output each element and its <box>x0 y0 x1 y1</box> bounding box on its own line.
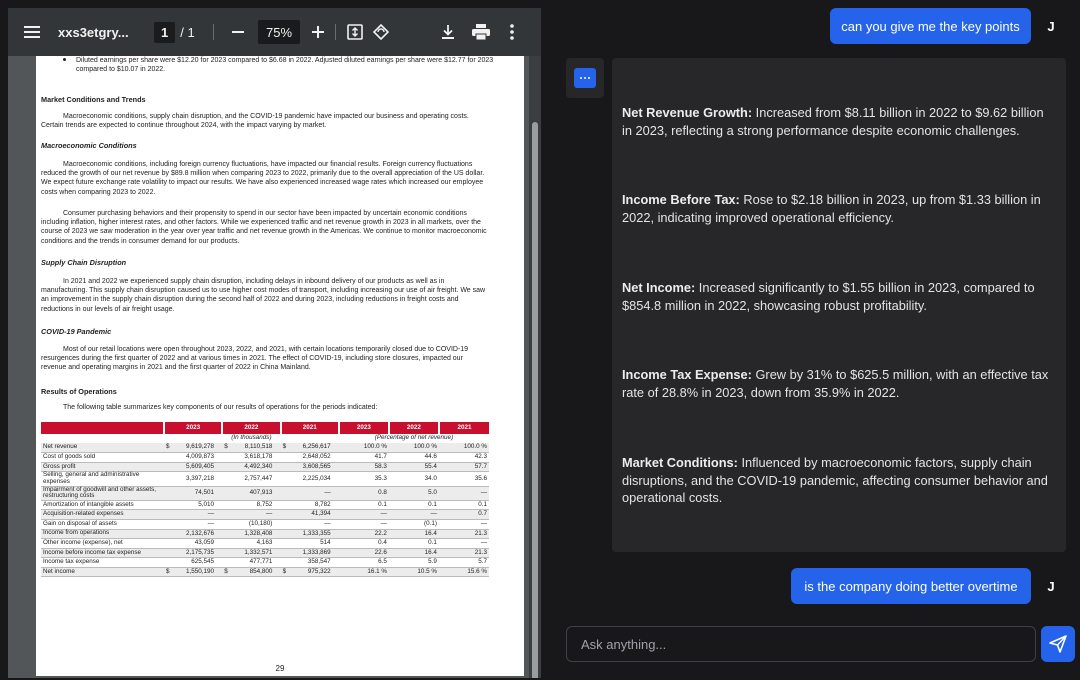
key-point-title: Income Tax Expense: <box>622 367 752 382</box>
key-point-text: Rose to $2.18 billion in 2023, up from $1.33 billion in 2022, indicating improved operational efficiency. <box>622 192 1041 225</box>
section-heading: Results of Operations <box>41 387 117 396</box>
amount-cell: 3,618,178 <box>231 453 275 463</box>
amount-cell: 3,397,218 <box>172 472 216 486</box>
page-total: / 1 <box>180 24 195 40</box>
amount-cell: 2,225,034 <box>289 472 333 486</box>
amount-cell: 1,333,869 <box>289 548 333 558</box>
minus-icon <box>232 26 244 38</box>
bullet-icon <box>63 58 66 61</box>
currency-symbol <box>222 500 230 510</box>
table-year-header: 2022 <box>389 422 439 434</box>
percent-cell: 0.1 <box>439 500 489 510</box>
currency-symbol <box>281 500 289 510</box>
currency-symbol <box>281 472 289 486</box>
currency-symbol <box>281 539 289 549</box>
paragraph: Macroeconomic conditions, supply chain disruption, and the COVID-19 pandemic have impacted our business and operating costs. Certain trends are expected to continue throughout 2024, with the impact varying by market. <box>41 113 469 130</box>
plus-icon <box>312 26 324 38</box>
paragraph: Most of our retail locations were open throughout 2023, 2022, and 2021, with certain locations temporarily closed due to COVID-19 resurgences during the first quarter of 2022 and at various times in 2021. The effect of COVID-19, including store closures, impacted our revenue and operating margins in 2021 and the first quarter of 2022 in China Mainland. <box>41 346 469 372</box>
table-row <box>41 558 489 568</box>
table-row <box>41 500 489 510</box>
key-point-text: Increased significantly to $1.55 billion in 2023, compared to $854.8 million in 2022, showcasing robust profitability. <box>622 280 1035 313</box>
table-units-label: (In thousands) <box>231 434 272 442</box>
page-number-input[interactable]: 1 <box>154 22 175 43</box>
currency-symbol <box>222 486 230 500</box>
amount-cell: — <box>172 519 216 529</box>
row-label: Acquisition-related expenses <box>41 510 164 520</box>
pdf-scrollbar[interactable] <box>529 56 541 678</box>
currency-symbol <box>164 472 172 486</box>
section-heading: Supply Chain Disruption <box>41 258 127 267</box>
currency-symbol <box>281 548 289 558</box>
send-button[interactable] <box>1041 626 1075 662</box>
row-label: Amortization of intangible assets <box>41 500 164 510</box>
amount-cell: 5,010 <box>172 500 216 510</box>
percent-cell: 0.1 <box>339 500 389 510</box>
table-year-header: 2021 <box>281 422 339 434</box>
percent-cell: 5.7 <box>439 558 489 568</box>
download-icon <box>441 24 455 40</box>
section-heading: Market Conditions and Trends <box>41 95 146 104</box>
percent-cell: 42.3 <box>439 453 489 463</box>
amount-cell: — <box>231 510 275 520</box>
user-avatar: J <box>1047 578 1055 594</box>
amount-cell: (10,180) <box>231 519 275 529</box>
key-point <box>622 454 1052 507</box>
table-year-header: 2022 <box>222 422 280 434</box>
chat-panel <box>549 0 1080 680</box>
user-avatar: J <box>1047 18 1055 34</box>
amount-cell: 2,648,052 <box>289 453 333 463</box>
percent-cell: 0.7 <box>439 510 489 520</box>
currency-symbol <box>164 500 172 510</box>
amount-cell: 43,059 <box>172 539 216 549</box>
percent-cell: 0.1 <box>389 539 439 549</box>
paragraph: Macroeconomic conditions, including foreign currency fluctuations, have impacted our financial results. Foreign currency fluctuations reduced the growth of our net revenue by $89.8 million when comparing 2023 to 2022, primarily due to the overall appreciation of the US dollar. We expect future exchange rate volatility to impact our results. We have also experienced increased wage rates which increased our employee costs when comparing 2023 to 2022. <box>41 161 485 196</box>
table-row <box>41 443 489 453</box>
amount-cell: 1,550,190 <box>172 567 216 577</box>
percent-cell: 21.3 <box>439 548 489 558</box>
currency-symbol <box>222 558 230 568</box>
key-point-title: Income Before Tax: <box>622 192 740 207</box>
currency-symbol <box>281 529 289 539</box>
amount-cell: 2,132,676 <box>172 529 216 539</box>
amount-cell: 4,163 <box>231 539 275 549</box>
table-row <box>41 472 489 486</box>
percent-cell: 100.0 % <box>339 443 389 453</box>
fit-page-icon <box>347 24 363 40</box>
pdf-viewer <box>8 8 541 678</box>
percent-cell: (0.1) <box>389 519 439 529</box>
toolbar-divider <box>335 24 336 40</box>
currency-symbol <box>164 529 172 539</box>
table-row <box>41 519 489 529</box>
table-row <box>41 567 489 577</box>
fit-page-button[interactable] <box>345 8 365 56</box>
key-point-text: Increased from $8.11 billion in 2022 to $9.62 billion in 2023, reflecting a strong performance despite economic challenges. <box>622 105 1044 138</box>
print-button[interactable] <box>470 8 492 56</box>
percent-cell: 5.9 <box>389 558 439 568</box>
paragraph: In 2021 and 2022 we experienced supply chain disruption, including delays in inbound delivery of our products as well as in manufacturing. This supply chain disruption caused us to use higher cost modes of transport, including increasing our use of air freight. We saw an improvement in the supply chain disruption during the second half of 2022 and during 2023, including reductions in freight costs and reductions in our levels of air freight usage. <box>41 278 486 313</box>
key-point-text: Influenced by macroeconomic factors, supply chain disruptions, and the COVID-19 pandemic, affecting consumer behavior and operational costs. <box>622 455 1048 506</box>
amount-cell: 8,752 <box>231 500 275 510</box>
currency-symbol <box>164 519 172 529</box>
currency-symbol: $ <box>281 443 289 453</box>
user-message: can you give me the key points <box>830 8 1031 44</box>
percent-cell: 100.0 % <box>439 443 489 453</box>
percent-cell: 35.6 <box>439 472 489 486</box>
row-label: Net income <box>41 567 164 577</box>
assistant-message <box>612 58 1066 552</box>
amount-cell: 975,322 <box>289 567 333 577</box>
key-point-text: Grew by 31% to $625.5 million, with an effective tax rate of 28.8% in 2023, down from 35.9% in 2022. <box>622 367 1049 400</box>
currency-symbol <box>222 548 230 558</box>
currency-symbol <box>281 519 289 529</box>
amount-cell: 1,333,355 <box>289 529 333 539</box>
percent-cell: 5.0 <box>389 486 439 500</box>
chat-bubble-icon <box>574 68 596 88</box>
table-year-header: 2021 <box>439 422 489 434</box>
table-header-row <box>41 422 489 434</box>
key-point <box>622 279 1052 314</box>
page-footer-number: 29 <box>275 664 285 673</box>
currency-symbol: $ <box>281 567 289 577</box>
percent-cell: 34.0 <box>389 472 439 486</box>
percent-cell: — <box>439 519 489 529</box>
percent-cell: 0.4 <box>339 539 389 549</box>
more-vert-icon <box>510 24 514 40</box>
currency-symbol <box>222 539 230 549</box>
row-label: Other income (expense), net <box>41 539 164 549</box>
pdf-toolbar <box>8 8 541 56</box>
percent-cell: 0.8 <box>339 486 389 500</box>
send-icon <box>1049 635 1067 653</box>
amount-cell: 4,492,340 <box>231 462 275 472</box>
percent-cell: — <box>389 510 439 520</box>
key-point-title: Net Income: <box>622 280 696 295</box>
percent-cell: 58.3 <box>339 462 389 472</box>
amount-cell: 477,771 <box>231 558 275 568</box>
rotate-icon <box>372 23 390 41</box>
row-label: Income before income tax expense <box>41 548 164 558</box>
page-indicator <box>154 8 195 56</box>
eps-bullet: Diluted earnings per share were $12.20 for 2023 compared to $6.68 in 2022. Adjusted diluted earnings per share were $12.77 for 2023 compared to $10.07 in 2022. <box>76 57 494 74</box>
percent-cell: 22.6 <box>339 548 389 558</box>
amount-cell: 5,609,405 <box>172 462 216 472</box>
amount-cell: — <box>172 510 216 520</box>
currency-symbol <box>164 462 172 472</box>
currency-symbol <box>281 510 289 520</box>
table-subheader-row <box>41 434 489 443</box>
amount-cell: 9,619,278 <box>172 443 216 453</box>
zoom-out-button[interactable] <box>228 8 248 56</box>
percent-cell: 100.0 % <box>389 443 439 453</box>
key-point-title: Market Conditions: <box>622 455 738 470</box>
more-options-button[interactable] <box>502 8 522 56</box>
percent-cell: — <box>339 510 389 520</box>
row-label: Selling, general and administrative expenses <box>41 472 164 486</box>
key-point <box>622 104 1052 139</box>
table-row <box>41 529 489 539</box>
section-heading: Macroeconomic Conditions <box>41 141 137 150</box>
currency-symbol: $ <box>222 567 230 577</box>
currency-symbol <box>164 558 172 568</box>
amount-cell: 2,175,735 <box>172 548 216 558</box>
percent-cell: 41.7 <box>339 453 389 463</box>
assistant-avatar <box>566 58 604 98</box>
currency-symbol <box>164 453 172 463</box>
amount-cell: 8,110,518 <box>231 443 275 453</box>
currency-symbol <box>222 453 230 463</box>
percent-cell: 44.6 <box>389 453 439 463</box>
key-point <box>622 191 1052 226</box>
amount-cell: 41,394 <box>289 510 333 520</box>
amount-cell: 6,256,617 <box>289 443 333 453</box>
currency-symbol: $ <box>222 443 230 453</box>
rotate-button[interactable] <box>371 8 391 56</box>
table-row <box>41 510 489 520</box>
amount-cell: 407,913 <box>231 486 275 500</box>
menu-icon[interactable] <box>20 8 44 56</box>
print-icon <box>472 24 490 40</box>
percent-cell: 16.4 <box>389 548 439 558</box>
currency-symbol <box>222 519 230 529</box>
table-subheader-cell <box>41 434 164 443</box>
table-year-header: 2023 <box>164 422 222 434</box>
percent-cell: 57.7 <box>439 462 489 472</box>
row-label: Income from operations <box>41 529 164 539</box>
amount-cell: 854,800 <box>231 567 275 577</box>
amount-cell: 4,009,873 <box>172 453 216 463</box>
amount-cell: 514 <box>289 539 333 549</box>
table-row <box>41 486 489 500</box>
row-label: Cost of goods sold <box>41 453 164 463</box>
currency-symbol <box>222 510 230 520</box>
currency-symbol <box>164 510 172 520</box>
currency-symbol <box>222 529 230 539</box>
amount-cell: 2,757,447 <box>231 472 275 486</box>
scrollbar-thumb[interactable] <box>532 122 538 678</box>
pdf-filename: xxs3etgry... <box>58 24 129 40</box>
row-label: Income tax expense <box>41 558 164 568</box>
percent-cell: 55.4 <box>389 462 439 472</box>
percent-cell: 16.4 <box>389 529 439 539</box>
percent-cell: 15.6 % <box>439 567 489 577</box>
currency-symbol <box>222 462 230 472</box>
currency-symbol: $ <box>164 443 172 453</box>
currency-symbol <box>281 453 289 463</box>
paragraph: Consumer purchasing behaviors and their propensity to spend in our sector have been impacted by uncertain economic conditions including inflation, higher interest rates, and other factors. While we experienced traffic and net revenue growth in 2023 in all markets, over the course of 2023 we saw moderation in the year over year traffic and net revenue growth in the Americas. We continue to monitor macroeconomic conditions and the trends in consumer demand for our products. <box>41 210 487 245</box>
percent-cell: 35.3 <box>339 472 389 486</box>
zoom-level-input[interactable]: 75% <box>258 20 300 44</box>
results-table <box>41 422 489 577</box>
table-units-label: (Percentage of net revenue) <box>374 434 454 442</box>
percent-cell: — <box>439 539 489 549</box>
download-button[interactable] <box>438 8 458 56</box>
row-label: Gain on disposal of assets <box>41 519 164 529</box>
amount-cell: 1,332,571 <box>231 548 275 558</box>
percent-cell: 21.3 <box>439 529 489 539</box>
percent-cell: 0.1 <box>389 500 439 510</box>
table-year-header: 2023 <box>339 422 389 434</box>
table-row <box>41 539 489 549</box>
amount-cell: 1,328,408 <box>231 529 275 539</box>
amount-cell: 8,782 <box>289 500 333 510</box>
currency-symbol <box>164 548 172 558</box>
percent-cell: — <box>339 519 389 529</box>
currency-symbol <box>281 558 289 568</box>
amount-cell: 625,545 <box>172 558 216 568</box>
amount-cell: 3,608,565 <box>289 462 333 472</box>
amount-cell: — <box>289 519 333 529</box>
zoom-in-button[interactable] <box>308 8 328 56</box>
row-label: Impairment of goodwill and other assets, restructuring costs <box>41 486 164 500</box>
chat-input[interactable]: Ask anything... <box>566 626 1036 662</box>
currency-symbol <box>164 486 172 500</box>
key-point <box>622 366 1052 401</box>
toolbar-divider <box>213 24 214 40</box>
currency-symbol <box>281 486 289 500</box>
row-label: Net revenue <box>41 443 164 453</box>
percent-cell: 16.1 % <box>339 567 389 577</box>
currency-symbol <box>164 539 172 549</box>
currency-symbol <box>222 472 230 486</box>
user-message: is the company doing better overtime <box>791 568 1031 604</box>
amount-cell: 74,501 <box>172 486 216 500</box>
currency-symbol: $ <box>164 567 172 577</box>
row-label: Gross profit <box>41 462 164 472</box>
percent-cell: 10.5 % <box>389 567 439 577</box>
table-row <box>41 453 489 463</box>
currency-symbol <box>281 462 289 472</box>
pdf-page <box>36 56 524 676</box>
paragraph: The following table summarizes key components of our results of operations for the periods indicated: <box>63 404 378 411</box>
amount-cell: 358,547 <box>289 558 333 568</box>
table-header-cell <box>41 422 164 434</box>
key-point-title: Net Revenue Growth: <box>622 105 753 120</box>
amount-cell: — <box>289 486 333 500</box>
table-row <box>41 548 489 558</box>
section-heading: COVID-19 Pandemic <box>41 327 112 336</box>
percent-cell: 22.2 <box>339 529 389 539</box>
percent-cell: — <box>439 486 489 500</box>
percent-cell: 6.5 <box>339 558 389 568</box>
